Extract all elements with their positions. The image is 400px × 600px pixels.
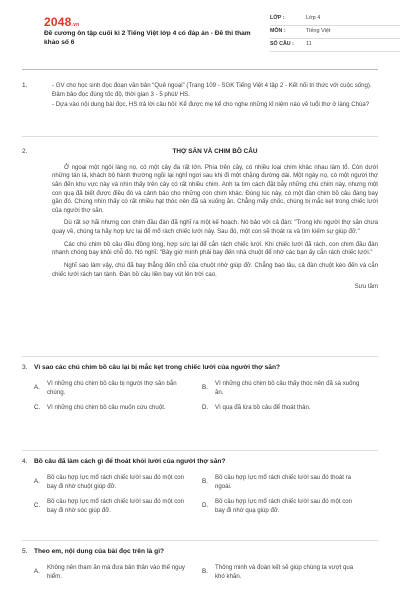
option-d[interactable]: [202, 403, 364, 412]
option-letter: B.: [202, 383, 208, 391]
option-text: Bồ câu hợp lực mổ rách chiếc lưới sau đó một con bay đi nhờ sóc giúp đỡ.: [47, 498, 185, 515]
option-letter: C.: [34, 502, 41, 510]
question-number: 3.: [22, 364, 28, 371]
option-b[interactable]: [202, 379, 364, 397]
question-number: 2.: [22, 148, 28, 155]
option-letter: D.: [202, 502, 209, 510]
passage-paragraph: Ở ngoại một ngôi làng nọ, có một cây đa rất lớn. Phía trên cây, có nhiều loại chim khác nhau làm tổ. Còn dưới những tán lá, khách bộ hành thường ngồi lại nghỉ ngơi sau khi đi một chặng đường dài. Một ngày nọ, có một người thợ săn đến khu vực này và nhìn thấy trên cây có rất nhiều chim. Anh ta tìm cách đặt bẫy những chú chim này, nhưng một con quạ đã biết được điều đó và cảnh báo cho những con chim khác. Đúng lúc này, có một đàn chim bồ câu đang bay gần đó. Chúng nhìn thấy có rất nhiều hạt thóc nên đã sà xuống ăn. Chẳng mấy chốc, chúng bị mắc kẹt trong chiếc lưới của người thợ săn.: [52, 163, 378, 214]
option-letter: B.: [202, 477, 208, 485]
options-grid: [34, 473, 378, 516]
divider: [22, 540, 378, 541]
reading-passage: [52, 164, 378, 292]
option-b[interactable]: [202, 473, 364, 491]
story-title: THỢ SĂN VÀ CHIM BỒ CÂU: [172, 148, 258, 155]
question-number: 4.: [22, 458, 28, 465]
divider: [22, 356, 378, 357]
passage-paragraph: Các chú chim bồ câu đều đồng lòng, hợp sức lại để cắn rách chiếc lưới. Khi chiếc lưới đã rách, con chim đầu đàn nhanh chóng bay khỏi chỗ đó. Nó nghĩ: "Bây giờ mình phải bay đến nhà chuột để nhờ các bạn ấy cắn rách chiếc lưới.": [52, 240, 378, 257]
option-c[interactable]: [34, 403, 196, 412]
option-c[interactable]: [34, 497, 196, 515]
meta-value: Lớp 4: [306, 15, 321, 22]
question-title: [22, 548, 378, 557]
option-text: Thông minh và đoàn kết sẽ giúp chúng ta vượt qua khó khăn.: [215, 563, 354, 581]
meta-key: MÔN :: [270, 28, 286, 35]
question-5: [22, 548, 378, 581]
question-2: [22, 148, 378, 292]
option-text: Vì những chú chim bồ câu thấy thóc nên đã sà xuống ăn.: [215, 379, 360, 397]
document-title: Đề cương ôn tập cuối kì 2 Tiếng Việt lớp 4 có đáp án - Đề thi tham khảo số 6: [44, 30, 251, 46]
divider: [22, 450, 378, 451]
option-letter: C.: [34, 403, 41, 411]
option-text: Vì quạ đã lừa bồ câu để thoát thân.: [215, 404, 311, 412]
meta-key: LỚP :: [270, 15, 285, 22]
option-a[interactable]: [34, 379, 196, 397]
question-4: [22, 458, 378, 515]
meta-row-count: [270, 39, 400, 52]
option-b[interactable]: [202, 563, 364, 581]
option-letter: D.: [202, 403, 209, 411]
options-grid: [34, 563, 378, 581]
question-number: 1.: [22, 82, 28, 89]
question-title: [22, 364, 378, 373]
option-d[interactable]: [202, 497, 364, 515]
options-grid: [34, 379, 378, 412]
meta-value: 11: [306, 41, 312, 48]
option-text: Bồ câu hợp lực mổ rách chiếc lưới sau đó thoát ra ngoài.: [215, 473, 352, 491]
option-letter: A.: [34, 383, 40, 391]
option-text: Bồ câu hợp lực mổ rách chiếc lưới sau đó một con bay đi nhờ quạ giúp đỡ.: [215, 498, 353, 515]
header-divider: [22, 69, 378, 70]
question-1: [22, 82, 378, 110]
meta-table: [270, 13, 400, 52]
divider: [22, 136, 378, 137]
question-3: [22, 364, 378, 412]
question-number: 5.: [22, 548, 28, 555]
passage-paragraph: Dù rất sợ hãi nhưng con chim đầu đàn đã nghĩ ra một kế hoạch. Nó bảo với cả đàn: "Trong khi người thợ săn chưa quay về, chúng ta hãy hợp lực lại để mổ rách chiếc lưới này. Sau đó, một con sẽ thoát ra và tìm kiếm sự giúp đỡ.": [52, 219, 378, 236]
question-title: [22, 458, 378, 467]
option-a[interactable]: [34, 563, 196, 581]
meta-value: Tiếng Việt: [306, 28, 331, 35]
instruction-line: - GV cho học sinh đọc đoạn văn bản "Quê ngoại" (Trang 109 - SGK Tiếng Việt 4 tập 2 - Kết nối tri thức với cuộc sống). Đảm bảo đọc đúng tốc độ, thời gian 3 - 5 phút/ HS.: [52, 82, 372, 98]
site-logo[interactable]: 2048.vn: [44, 15, 80, 29]
question-text: Theo em, nội dung của bài đọc trên là gì?: [34, 548, 165, 555]
question-text: Bồ câu đã làm cách gì để thoát khỏi lưới của người thợ săn?: [34, 458, 226, 465]
option-a[interactable]: [34, 473, 196, 491]
option-text: Vì những chú chim bồ câu bị người thợ săn bắn chúng.: [47, 379, 177, 397]
meta-key: SỐ CÂU :: [270, 41, 294, 48]
option-text: Không nên tham ăn mà đưa bản thân vào thế nguy hiểm.: [47, 563, 185, 581]
option-letter: A.: [34, 567, 40, 575]
meta-row-grade: [270, 13, 400, 26]
option-letter: B.: [202, 567, 208, 575]
instruction-line: - Dựa vào nội dung bài đọc, HS trả lời câu hỏi: Kể được mẹ kể cho nghe những kỉ niệm nào về tuổi thơ ở làng Chùa?: [52, 100, 370, 108]
source-credit: Sưu tầm: [354, 283, 378, 291]
meta-row-subject: [270, 26, 400, 39]
question-text: Vì sao các chú chim bồ câu lại bị mắc kẹt trong chiếc lưới của người thợ săn?: [34, 364, 281, 371]
option-letter: A.: [34, 477, 40, 485]
option-text: Vì những chú chim bồ câu muốn cứu chuột.: [47, 404, 166, 412]
page-header: [22, 0, 378, 70]
question-1-body: [52, 82, 378, 110]
option-text: Bồ câu hợp lực mổ rách chiếc lưới sau đó một con bay đi nhờ chuột giúp đỡ.: [47, 473, 185, 491]
passage-paragraph: Nghĩ sao làm vậy, chú đã bay thẳng đến chỗ của chuột nhờ giúp đỡ. Chẳng bao lâu, cả đàn chuột kéo đến và cắn chiếc lưới rách tan tành. Đàn bồ câu liền bay vút lên trời cao.: [52, 262, 378, 278]
